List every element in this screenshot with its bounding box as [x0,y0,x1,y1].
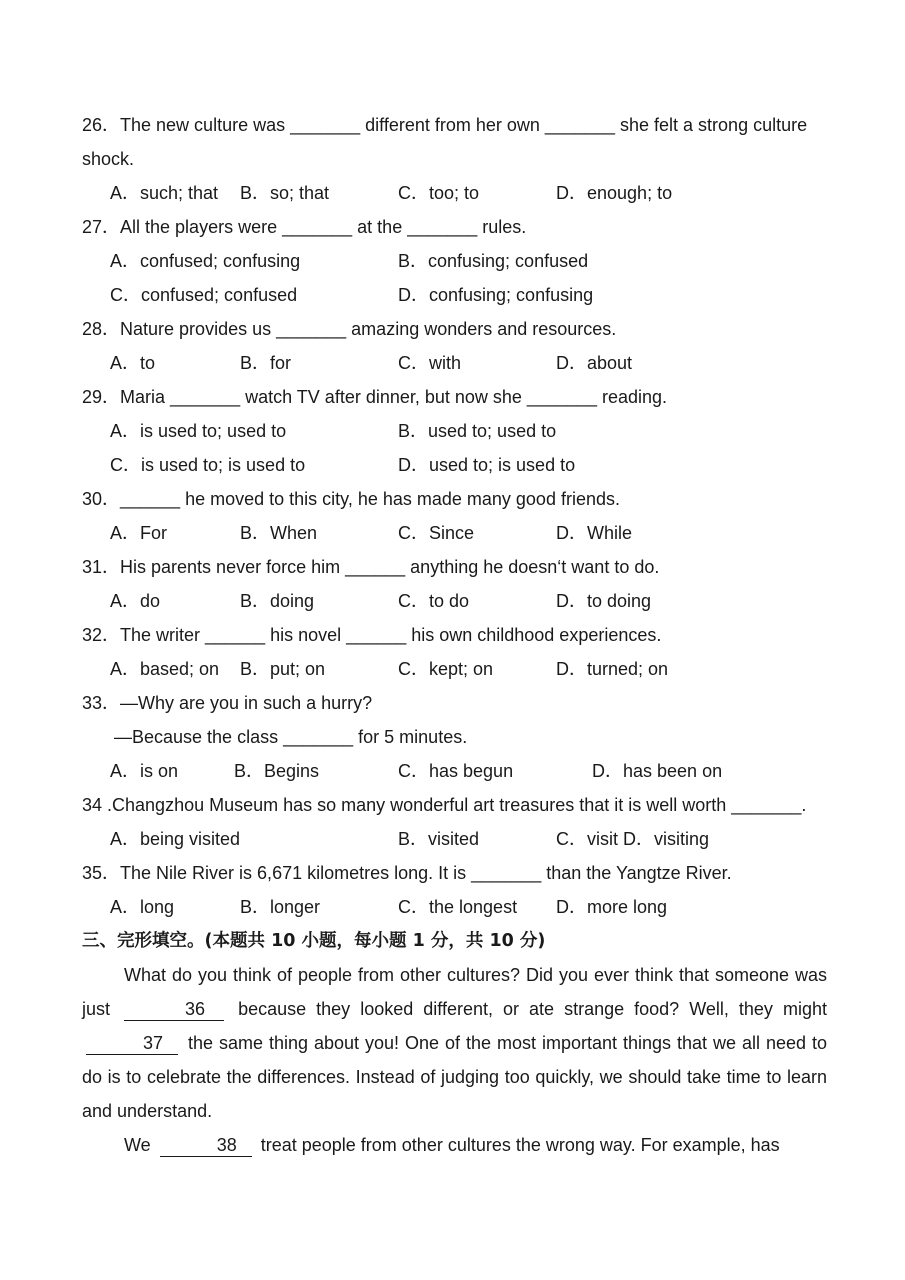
option-d: D．has been on [592,761,723,781]
passage-text: the same thing about you! One of the most important things that we all need to do is to celebrate the differences. Instead of judging too quickly, we should take time to learn and understand. [82,1033,827,1121]
option-d: D．enough; to [556,183,673,203]
option-c: C．is used to; is used to [110,455,306,475]
question-26-stem-continued: shock. [82,149,135,169]
option-a: A．do [110,591,161,611]
option-c: C．Since [398,523,475,543]
option-c: C．to do [398,591,470,611]
option-d: D．more long [556,897,668,917]
option-c: C．too; to [398,183,480,203]
option-b: B．When [240,523,318,543]
option-d: D．to doing [556,591,652,611]
question-27-options-row2 [82,278,827,312]
question-29-options-row1 [82,414,827,448]
option-c: C．confused; confused [110,285,298,305]
question-27-options-row1 [82,244,827,278]
blank-36: 36 [124,998,224,1021]
option-a: A．long [110,897,175,917]
option-c: C．the longest [398,897,518,917]
option-a: A．is used to; used to [110,421,287,441]
option-c: C．kept; on [398,659,494,679]
option-a: A．confused; confusing [110,251,301,271]
question-33-stem-continued: —Because the class _______ for 5 minutes. [114,727,468,747]
option-a: A．such; that [110,183,219,203]
exam-page [82,108,827,1162]
option-d: D．confusing; confusing [398,285,594,305]
option-a: A．to [110,353,156,373]
option-b: B．longer [240,897,321,917]
option-b: B．for [240,353,292,373]
option-d: D．used to; is used to [398,455,576,475]
question-32-stem: 32．The writer ______ his novel ______ his own childhood experiences. [82,625,662,645]
question-29-stem: 29．Maria _______ watch TV after dinner, but now she _______ reading. [82,387,668,407]
option-a: A．is on [110,761,179,781]
option-a: A．For [110,523,168,543]
question-26-options [82,176,827,210]
option-d: D．While [556,523,633,543]
question-28-stem: 28．Nature provides us _______ amazing wonders and resources. [82,319,617,339]
passage-paragraph-1 [82,958,827,1128]
option-b: B．put; on [240,659,326,679]
question-33-options [82,754,827,788]
question-30-options [82,516,827,550]
option-a: A．based; on [110,659,220,679]
question-31-options [82,584,827,618]
option-b: B．used to; used to [398,421,557,441]
option-b: B．Begins [234,761,320,781]
question-27-stem: 27．All the players were _______ at the _______ rules. [82,217,527,237]
question-35-stem: 35．The Nile River is 6,671 kilometres long. It is _______ than the Yangtze River. [82,863,732,883]
passage-text: treat people from other cultures the wrong way. For example, has [260,1135,780,1155]
blank-38: 38 [160,1134,252,1157]
option-d: D．turned; on [556,659,669,679]
question-35-options [82,890,827,924]
passage-text: because they looked different, or ate strange food? Well, they might [238,999,827,1019]
option-c: C．with [398,353,462,373]
option-c-d: C．visit D．visiting [556,829,710,849]
option-b: B．confusing; confused [398,251,589,271]
passage-text: We [124,1135,151,1155]
question-32-options [82,652,827,686]
passage-text: What do you think of people from other cultures? Did you ever think that someone was just [82,965,827,1019]
question-28-options [82,346,827,380]
question-34-stem: 34 .Changzhou Museum has so many wonderful art treasures that it is well worth _______. [82,795,807,815]
question-29-options-row2 [82,448,827,482]
section-heading: 三、完形填空。(本题共 10 小题，每小题 1 分，共 10 分) [82,931,546,951]
option-b: B．so; that [240,183,330,203]
question-26-stem: 26．The new culture was _______ different from her own _______ she felt a strong culture [82,115,808,135]
question-33-stem: 33．—Why are you in such a hurry? [82,693,373,713]
option-b: B．visited [398,829,480,849]
option-d: D．about [556,353,633,373]
question-31-stem: 31．His parents never force him ______ anything he doesn‘t want to do. [82,557,660,577]
option-b: B．doing [240,591,315,611]
blank-37: 37 [86,1032,178,1055]
passage-paragraph-2 [82,1128,827,1162]
question-34-options [82,822,827,856]
question-30-stem: 30．______ he moved to this city, he has made many good friends. [82,489,620,509]
option-a: A．being visited [110,829,241,849]
option-c: C．has begun [398,761,514,781]
